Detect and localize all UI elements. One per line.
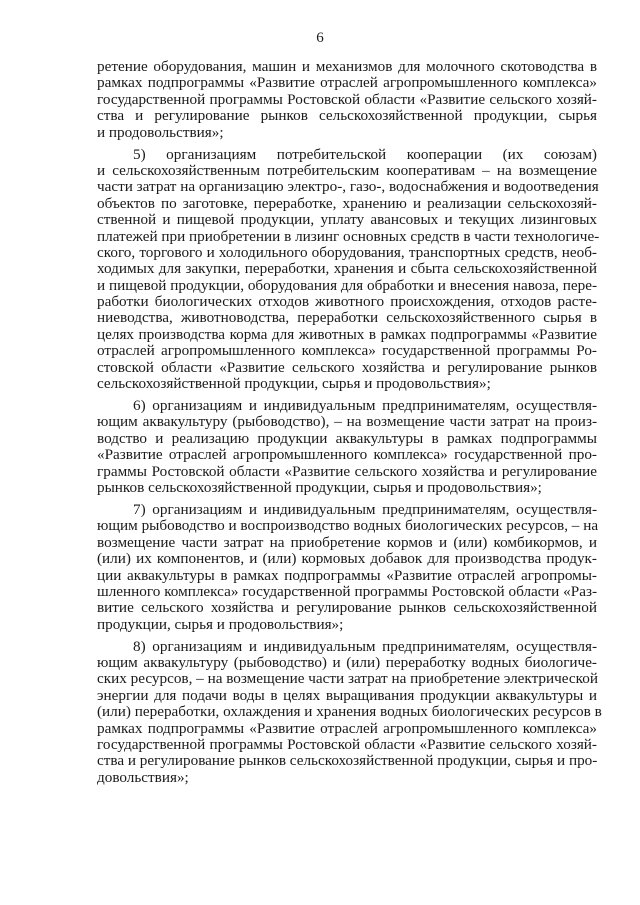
text-line: части затрат на организацию электро-, газо-, водоснабжения и водоотведения — [97, 178, 599, 196]
text-line: 8) организациям и индивидуальным предпринимателям, осуществля- — [133, 637, 597, 655]
text-line: продукции, сырья и продовольствия»; — [97, 615, 344, 633]
text-line: рамках подпрограммы «Развитие отраслей агропромышленного комплекса» — [97, 719, 597, 737]
text-line: ства и регулирование рынков сельскохозяйственной продукции, сырья — [97, 107, 597, 125]
paragraph — [97, 637, 602, 787]
text-line: водство и реализацию продукции аквакультуры в рамках подпрограммы — [97, 429, 597, 447]
text-line: платежей при приобретении в лизинг основных средств в части технологиче- — [97, 227, 600, 245]
text-line: ющим аквакультуру (рыбоводство), – на возмещение части затрат на произ- — [97, 413, 597, 431]
text-line: объектов по заготовке, переработке, хранению и реализации сельскохозяй- — [97, 194, 597, 212]
text-line: 6) организациям и индивидуальным предпринимателям, осуществля- — [133, 397, 597, 414]
text-line: стовской области «Развитие сельского хозяйства и регулирование рынков — [97, 358, 597, 376]
text-line: (или) переработки, охлаждения и хранения водных биологических ресурсов в — [97, 703, 602, 721]
text-line: граммы Ростовской области «Развитие сельского хозяйства и регулирование — [97, 462, 597, 480]
text-line: целях производства корма для животных в рамках подпрограммы «Развитие — [97, 325, 597, 343]
page-number: 6 — [316, 30, 324, 46]
text-line: шленного комплекса» государственной программы Ростовской области «Раз- — [97, 582, 597, 600]
text-line: ского, торгового и холодильного оборудования, транспортных средств, необ- — [97, 243, 597, 261]
text-line: и пищевой продукции, оборудования для обработки и внесения навоза, пере- — [97, 276, 597, 294]
text-line: энергии для подачи воды в целях выращивания продукции аквакультуры и — [97, 686, 597, 704]
text-line: ских ресурсов, – на возмещение части затрат на приобретение электрической — [97, 670, 598, 688]
text-line: государственной программы Ростовской области «Развитие сельского хозяй- — [97, 736, 597, 753]
text-line: и сельскохозяйственным потребительским кооперативам – на возмещение — [97, 161, 597, 179]
text-line: 5) организациям потребительской кооперации (их союзам) — [133, 145, 597, 163]
text-line: возмещение части затрат на приобретение кормов и (или) комбикормов, и — [97, 533, 597, 551]
text-line: работки биологических отходов животного происхождения, отходов расте- — [97, 293, 597, 311]
paragraph — [97, 59, 597, 141]
text-line: отраслей агропромышленного комплекса» государственной программы Ро- — [97, 342, 597, 360]
paragraph — [97, 145, 600, 393]
paragraph — [97, 502, 597, 633]
text-line: сельскохозяйственной продукции, сырья и продовольствия»; — [97, 375, 491, 393]
text-line: ющим рыбоводство и воспроизводство водных биологических ресурсов, – на — [97, 517, 599, 535]
text-line: и продовольствия»; — [97, 123, 224, 141]
text-line: витие сельского хозяйства и регулирование рынков сельскохозяйственной — [97, 599, 597, 617]
text-line: рынков сельскохозяйственной продукции, сырья и продовольствия»; — [97, 478, 542, 496]
text-line: «Развитие отраслей агропромышленного комплекса» государственной про- — [97, 446, 597, 464]
text-line: довольствия»; — [97, 768, 189, 786]
text-line: ции аквакультуры в рамках подпрограммы «Развитие отраслей агропромы- — [97, 566, 597, 584]
text-line: рамках подпрограммы «Развитие отраслей агропромышленного комплекса» — [97, 74, 597, 92]
text-line: 7) организациям и индивидуальным предпринимателям, осуществля- — [133, 500, 597, 518]
text-line: (или) их компонентов, и (или) кормовых добавок для производства продук- — [97, 550, 597, 568]
text-line: ниеводства, животноводства, переработки сельскохозяйственного сырья в — [97, 309, 597, 327]
text-line: ства и регулирование рынков сельскохозяйственной продукции, сырья и про- — [97, 752, 598, 770]
document-body — [97, 58, 602, 792]
text-line: ретение оборудования, машин и механизмов для молочного скотоводства в — [97, 58, 597, 75]
text-line: ходимых для закупки, переработки, хранения и сбыта сельскохозяйственной — [97, 260, 597, 278]
text-line: государственной программы Ростовской области «Развитие сельского хозяй- — [97, 90, 597, 108]
text-line: ющим аквакультуру (рыбоводство) и (или) переработку водных биологиче- — [97, 654, 597, 672]
text-line: ственной и пищевой продукции, уплату авансовых и текущих лизинговых — [97, 211, 597, 229]
paragraph — [97, 398, 597, 496]
